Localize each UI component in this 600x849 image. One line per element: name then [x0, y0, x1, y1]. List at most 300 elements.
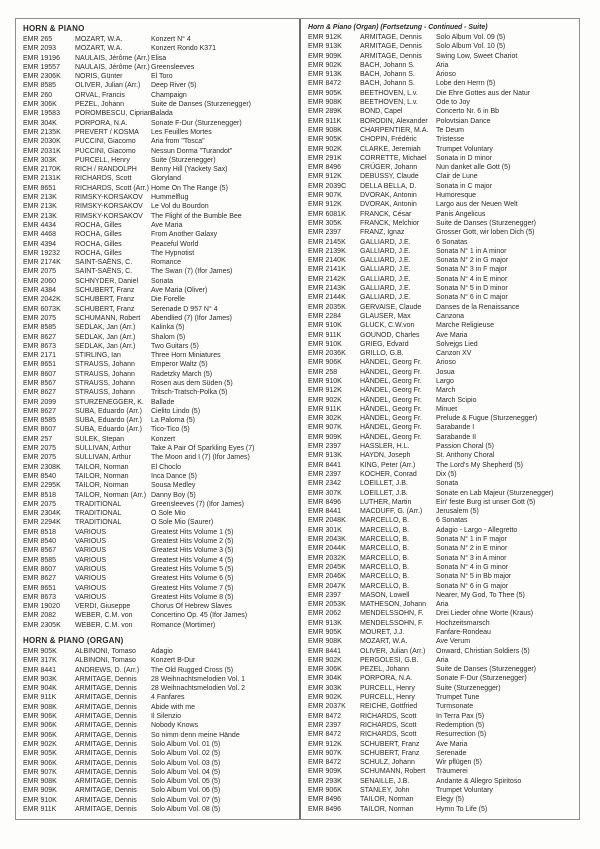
ref-cell: EMR 260 — [23, 91, 53, 99]
title-cell: Suite (Sturzenegger) — [436, 684, 501, 692]
ref-cell: EMR 2171 — [23, 352, 57, 360]
ref-cell: EMR 8540 — [23, 538, 57, 546]
composer-cell: GALLIARD, J.E. — [360, 285, 411, 293]
composer-cell: ROCHA, Gilles — [75, 249, 122, 257]
ref-cell: EMR 293K — [308, 777, 342, 785]
composer-cell: GALLIARD, J.E. — [360, 266, 411, 274]
composer-cell: KOCHER, Conrad — [360, 470, 417, 478]
composer-cell: GALLIARD, J.E. — [360, 238, 411, 246]
title-cell: Sonata N° 5 in D minor — [436, 285, 508, 293]
catalog-row — [23, 333, 297, 342]
ref-cell: EMR 913K — [308, 452, 342, 460]
title-cell: Lobe den Herrn (5) — [436, 80, 496, 88]
title-cell: Abendlied (7) (Ifor James) — [151, 314, 232, 322]
composer-cell: PUCCINI, Giacomo — [75, 138, 136, 146]
title-cell: Polovtsian Dance — [436, 117, 491, 125]
composer-cell: GLUCK, C.W.von — [360, 322, 415, 330]
title-cell: Nessun Dorma "Turandot" — [151, 147, 233, 155]
composer-cell: VARIOUS — [75, 556, 106, 564]
composer-cell: TAILOR, Norman — [360, 805, 414, 813]
catalog-row — [23, 137, 297, 146]
catalog-row — [308, 740, 577, 749]
ref-cell: EMR 8585 — [23, 556, 57, 564]
ref-cell: EMR 2304K — [23, 510, 61, 518]
catalog-row — [308, 210, 577, 219]
catalog-row — [308, 600, 577, 609]
ref-cell: EMR 906K — [23, 713, 57, 721]
ref-cell: EMR 8627 — [23, 333, 57, 341]
title-cell: Ein' feste Burg ist unser Gott (5) — [436, 498, 536, 506]
ref-cell: EMR 907K — [308, 192, 342, 200]
ref-cell: EMR 2030K — [23, 138, 61, 146]
catalog-row — [308, 656, 577, 665]
ref-cell: EMR 213K — [23, 203, 57, 211]
composer-cell: RICHARDS, Scott — [75, 175, 132, 183]
composer-cell: WEBER, C.M. von — [75, 612, 133, 620]
composer-cell: TRADITIONAL — [75, 500, 122, 508]
composer-cell: BOND, Capel — [360, 108, 403, 116]
catalog-row — [23, 398, 297, 407]
catalog-row — [23, 416, 297, 425]
ref-cell: EMR 8441 — [308, 647, 342, 655]
composer-cell: CHOPIN, Frédéric — [360, 136, 417, 144]
title-cell: El Toro — [151, 73, 173, 81]
catalog-row — [308, 98, 577, 107]
composer-cell: RICHARDS, Scott — [360, 731, 417, 739]
catalog-row — [308, 730, 577, 739]
catalog-row — [23, 323, 297, 332]
composer-cell: MARCELLO, B. — [360, 582, 410, 590]
ref-cell: EMR 2397 — [308, 721, 342, 729]
title-cell: Wir pflügen (5) — [436, 759, 482, 767]
title-cell: The Lord's My Shepherd (5) — [436, 461, 523, 469]
catalog-row — [308, 516, 577, 525]
section-heading: HORN & PIANO — [23, 24, 85, 33]
catalog-row — [23, 805, 297, 814]
catalog-row — [23, 193, 297, 202]
catalog-row — [308, 284, 577, 293]
title-cell: Hummelflug — [151, 194, 189, 202]
title-cell: Les Feuilles Mortes — [151, 128, 212, 136]
ref-cell: EMR 906K — [23, 722, 57, 730]
ref-cell: EMR 908K — [23, 778, 57, 786]
catalog-row — [23, 509, 297, 518]
ref-cell: EMR 2082 — [23, 612, 57, 620]
title-cell: Ave Maria — [436, 331, 468, 339]
composer-cell: ARMITAGE, Dennis — [75, 750, 137, 758]
composer-cell: BACH, Johann S. — [360, 80, 415, 88]
ref-cell: EMR 2044K — [308, 545, 346, 553]
ref-cell: EMR 907K — [23, 768, 57, 776]
ref-cell: EMR 902K — [308, 61, 342, 69]
composer-cell: ORVAL, Francis — [75, 91, 125, 99]
catalog-row — [308, 563, 577, 572]
ref-cell: EMR 905K — [308, 136, 342, 144]
title-cell: Greatest Hits Volume 1 (5) — [151, 528, 234, 536]
title-cell: Dix (5) — [436, 470, 457, 478]
title-cell: Fanfare-Rondeau — [436, 629, 491, 636]
ref-cell: EMR 301K — [308, 526, 342, 534]
title-cell: El Choclo — [151, 463, 181, 471]
title-cell: Aria — [436, 656, 449, 664]
catalog-row — [23, 174, 297, 183]
catalog-row — [23, 481, 297, 490]
right-column — [299, 19, 579, 819]
composer-cell: HÄNDEL, Georg Fr. — [360, 387, 422, 395]
title-cell: Canzon XV — [436, 350, 472, 358]
catalog-row — [308, 582, 577, 591]
title-cell: Sonata — [436, 480, 459, 488]
catalog-row — [308, 256, 577, 265]
title-cell: Solo Album Vol. 09 (5) — [436, 34, 506, 41]
title-cell: Ode to Joy — [436, 99, 470, 107]
composer-cell: HÄNDEL, Georg Fr. — [360, 424, 422, 432]
composer-cell: ARMITAGE, Dennis — [75, 731, 137, 739]
ref-cell: EMR 908K — [308, 99, 342, 107]
ref-cell: EMR 910K — [308, 377, 342, 385]
catalog-row — [23, 147, 297, 156]
ref-cell: EMR 2046K — [308, 573, 346, 581]
composer-cell: SAINT-SAËNS, C. — [75, 259, 133, 267]
composer-cell: PORPORA, N.A. — [360, 675, 413, 683]
ref-cell: EMR 317K — [23, 657, 57, 665]
ref-cell: EMR 8585 — [23, 417, 57, 425]
title-cell: La Paloma (5) — [151, 417, 195, 425]
composer-cell: STIRLING, Ian — [75, 352, 121, 360]
title-cell: The Flight of the Bumble Bee — [151, 212, 242, 220]
catalog-row — [23, 165, 297, 174]
composer-cell: ARMITAGE, Dennis — [75, 768, 137, 776]
composer-cell: STURZENEGGER, K. — [75, 398, 144, 406]
ref-cell: EMR 8518 — [23, 491, 57, 499]
catalog-row — [23, 712, 297, 721]
title-cell: Grosser Gott, wir loben Dich (5) — [436, 229, 535, 237]
composer-cell: ARMITAGE, Dennis — [75, 740, 137, 748]
ref-cell: EMR 2035K — [308, 303, 346, 311]
ref-cell: EMR 909K — [308, 52, 342, 60]
title-cell: Champaign — [151, 91, 187, 99]
title-cell: Tico-Tico (5) — [151, 426, 190, 434]
composer-cell: PEZEL, Johann — [360, 666, 410, 674]
catalog-row — [308, 405, 577, 414]
catalog-row — [308, 470, 577, 479]
title-cell: Greatest Hits Volume 7 (5) — [151, 584, 234, 592]
catalog-row — [308, 628, 577, 637]
title-cell: Hymn To Life (5) — [436, 805, 488, 813]
catalog-row — [23, 258, 297, 267]
catalog-row — [308, 303, 577, 312]
composer-cell: BACH, Johann S. — [360, 61, 415, 69]
title-cell: Cielito Lindo (5) — [151, 407, 201, 415]
title-cell: Balada — [151, 110, 173, 118]
title-cell: Drei Lieder ohne Worte (Kraus) — [436, 610, 534, 618]
ref-cell: EMR 2060 — [23, 277, 57, 285]
composer-cell: SCHUBERT, Franz — [75, 296, 135, 304]
composer-cell: ROCHA, Gilles — [75, 240, 122, 248]
catalog-row — [308, 340, 577, 349]
title-cell: 28 Weihnachtsmelodien Vol. 2 — [151, 685, 246, 693]
composer-cell: VERDI, Giuseppe — [75, 603, 131, 611]
title-cell: Clair de Lune — [436, 173, 478, 181]
title-cell: Chorus Of Hebrew Slaves — [151, 603, 232, 611]
composer-cell: TRADITIONAL — [75, 519, 122, 527]
ref-cell: EMR 8496 — [308, 498, 342, 506]
ref-cell: EMR 8567 — [23, 379, 57, 387]
catalog-row — [23, 81, 297, 90]
catalog-row — [23, 202, 297, 211]
ref-cell: EMR 913K — [308, 43, 342, 51]
catalog-row — [23, 100, 297, 109]
title-cell: Aria — [436, 61, 449, 69]
composer-cell: ALBINONI, Tomaso — [75, 657, 136, 665]
ref-cell: EMR 909K — [308, 768, 342, 776]
catalog-row — [23, 602, 297, 611]
composer-cell: PUCCINI, Giacomo — [75, 147, 136, 155]
catalog-row — [23, 360, 297, 369]
title-cell: Solo Album Vol. 07 (5) — [151, 796, 221, 804]
catalog-row — [23, 796, 297, 805]
composer-cell: DELLA BELLA, D. — [360, 182, 417, 190]
title-cell: Sonata N° 3 in A minor — [436, 554, 507, 562]
title-cell: Josua — [436, 368, 455, 376]
title-cell: Onward, Christian Soldiers (5) — [436, 647, 530, 655]
catalog-row — [308, 321, 577, 330]
ref-cell: EMR 2075 — [23, 454, 57, 462]
title-cell: Deep River (5) — [151, 82, 197, 90]
title-cell: Greatest Hits Volume 3 (5) — [151, 547, 234, 555]
catalog-row — [308, 331, 577, 340]
title-cell: Solvejgs Lied — [436, 340, 478, 348]
section-heading: Horn & Piano (Organ) (Fortsetzung - Continued - Suite) — [308, 24, 488, 31]
ref-cell: EMR 291K — [308, 154, 342, 162]
section-heading: HORN & PIANO (ORGAN) — [23, 636, 124, 645]
composer-cell: REICHE, Gottfried — [360, 703, 418, 711]
title-cell: Ave Maria (Oliver) — [151, 287, 208, 295]
ref-cell: EMR 909K — [308, 433, 342, 441]
catalog-row — [23, 759, 297, 768]
title-cell: Sonate F-Dur (Sturzenegger) — [436, 675, 527, 683]
catalog-row — [308, 312, 577, 321]
composer-cell: LUTHER, Martin — [360, 498, 412, 506]
title-cell: Trumpet Voluntary — [436, 787, 493, 795]
title-cell: Solo Album Vol. 10 (5) — [436, 43, 506, 51]
composer-cell: SCHUMANN, Robert — [360, 768, 426, 776]
composer-cell: HÄNDEL, Georg Fr. — [360, 433, 422, 441]
composer-cell: SULLIVAN, Arthur — [75, 454, 131, 462]
catalog-row — [308, 693, 577, 702]
catalog-row — [308, 61, 577, 70]
composer-cell: STRAUSS, Johann — [75, 370, 135, 378]
composer-cell: HÄNDEL, Georg Fr. — [360, 359, 422, 367]
composer-cell: ARMITAGE, Dennis — [75, 703, 137, 711]
title-cell: Two Guitars (5) — [151, 342, 199, 350]
ref-cell: EMR 2140K — [308, 257, 346, 265]
title-cell: Arioso — [436, 359, 456, 367]
ref-cell: EMR 4468 — [23, 231, 57, 239]
composer-cell: RICHARDS, Scott — [360, 712, 417, 720]
ref-cell: EMR 2139K — [308, 247, 346, 255]
ref-cell: EMR 2397 — [308, 591, 342, 599]
ref-cell: EMR 912K — [308, 201, 342, 209]
catalog-row — [23, 425, 297, 434]
ref-cell: EMR 2075 — [23, 500, 57, 508]
catalog-row — [308, 89, 577, 98]
catalog-row — [23, 407, 297, 416]
composer-cell: SCHUBERT, Franz — [360, 749, 420, 757]
ref-cell: EMR 8651 — [23, 184, 57, 192]
title-cell: Jerusalem (5) — [436, 508, 479, 516]
title-cell: Elisa — [151, 54, 167, 62]
title-cell: Greatest Hits Volume 6 (5) — [151, 575, 234, 583]
ref-cell: EMR 6073K — [23, 305, 61, 313]
title-cell: Take A Pair Of Sparkling Eyes (7) — [151, 445, 255, 453]
composer-cell: ARMITAGE, Dennis — [75, 759, 137, 767]
ref-cell: EMR 2397 — [308, 229, 342, 237]
ref-cell: EMR 8673 — [23, 342, 57, 350]
ref-cell: EMR 19196 — [23, 54, 60, 62]
catalog-row — [23, 453, 297, 462]
composer-cell: ARMITAGE, Dennis — [75, 685, 137, 693]
ref-cell: EMR 8651 — [23, 361, 57, 369]
ref-cell: EMR 8472 — [308, 759, 342, 767]
catalog-row — [23, 44, 297, 53]
composer-cell: GALLIARD, J.E. — [360, 247, 411, 255]
ref-cell: EMR 8441 — [308, 461, 342, 469]
composer-cell: TAILOR, Norman — [75, 482, 129, 490]
composer-cell: BEETHOVEN, L.v. — [360, 99, 418, 107]
title-cell: Sarabande II — [436, 433, 477, 441]
composer-cell: OLIVER, Julian (Arr.) — [75, 82, 141, 90]
ref-cell: EMR 2142K — [308, 275, 346, 283]
ref-cell: EMR 911K — [23, 806, 57, 814]
catalog-row — [23, 388, 297, 397]
catalog-row — [23, 314, 297, 323]
ref-cell: EMR 4394 — [23, 240, 57, 248]
title-cell: Trumpet Tune — [436, 694, 480, 702]
ref-cell: EMR 2284 — [308, 312, 342, 320]
title-cell: Sonata N° 1 in F major — [436, 536, 507, 544]
catalog-row — [23, 528, 297, 537]
title-cell: Concertino Op. 45 (Ifor James) — [151, 612, 248, 620]
catalog-row — [308, 749, 577, 758]
composer-cell: LOEILLET, J.B. — [360, 480, 408, 488]
catalog-row — [23, 675, 297, 684]
composer-cell: GALLIARD, J.E. — [360, 275, 411, 283]
composer-cell: STRAUSS, Johann — [75, 379, 135, 387]
ref-cell: EMR 2039C — [308, 182, 347, 190]
composer-cell: SCHNYDER, Daniel — [75, 277, 139, 285]
ref-cell: EMR 2308K — [23, 463, 61, 471]
catalog-row — [23, 611, 297, 620]
ref-cell: EMR 905K — [308, 89, 342, 97]
composer-cell: PURCELL, Henry — [360, 684, 415, 692]
composer-cell: CORRETTE, Michael — [360, 154, 427, 162]
title-cell: Solo Album Vol. 01 (5) — [151, 740, 221, 748]
catalog-row — [308, 414, 577, 423]
composer-cell: VARIOUS — [75, 538, 106, 546]
catalog-row — [23, 684, 297, 693]
catalog-row — [23, 249, 297, 258]
ref-cell: EMR 2170K — [23, 166, 61, 174]
catalog-row — [23, 351, 297, 360]
composer-cell: RICHARDS, Scott (Arr.) — [75, 184, 149, 192]
ref-cell: EMR 8441 — [23, 666, 57, 674]
composer-cell: MACDUFF, G. (Arr.) — [360, 508, 423, 516]
composer-cell: MOURET, J.J. — [360, 629, 405, 636]
composer-cell: ARMITAGE, Dennis — [75, 694, 137, 702]
composer-cell: SUBA, Eduardo (Arr.) — [75, 417, 142, 425]
composer-cell: RICH / RANDOLPH — [75, 166, 137, 174]
ref-cell: EMR 8518 — [23, 528, 57, 536]
title-cell: Aria — [436, 601, 449, 609]
catalog-row — [308, 758, 577, 767]
catalog-row — [308, 489, 577, 498]
title-cell: Minuet — [436, 405, 458, 413]
composer-cell: CRÜGER, Johann — [360, 164, 418, 172]
title-cell: Home On The Range (5) — [151, 184, 228, 192]
composer-cell: ROCHA, Gilles — [75, 231, 122, 239]
catalog-row — [308, 498, 577, 507]
title-cell: Resurrection (5) — [436, 731, 487, 739]
ref-cell: EMR 8673 — [23, 593, 57, 601]
title-cell: From Another Galaxy — [151, 231, 218, 239]
composer-cell: VARIOUS — [75, 565, 106, 573]
catalog-row — [23, 184, 297, 193]
ref-cell: EMR 2031K — [23, 147, 61, 155]
catalog-row — [308, 70, 577, 79]
title-cell: Solo Album Vol. 08 (5) — [151, 806, 221, 814]
catalog-row — [23, 518, 297, 527]
composer-cell: TAILOR, Norman — [75, 463, 129, 471]
composer-cell: PERGOLESI, G.B. — [360, 656, 419, 664]
title-cell: Sonate F-Dur (Sturzenegger) — [151, 119, 242, 127]
ref-cell: EMR 305K — [308, 219, 342, 227]
ref-cell: EMR 2397 — [308, 470, 342, 478]
title-cell: Sonata N° 4 in E minor — [436, 275, 508, 283]
catalog-row — [23, 666, 297, 675]
catalog-row — [23, 109, 297, 118]
composer-cell: MOZART, W.A. — [75, 36, 123, 43]
composer-cell: NAULAIS, Jérôme (Arr.) — [75, 63, 150, 71]
catalog-row — [23, 156, 297, 165]
ref-cell: EMR 8567 — [23, 547, 57, 555]
title-cell: 4 Fanfares — [151, 694, 185, 702]
title-cell: In Terra Pax (5) — [436, 712, 485, 720]
catalog-row — [23, 472, 297, 481]
ref-cell: EMR 8607 — [23, 370, 57, 378]
catalog-row — [308, 665, 577, 674]
ref-cell: EMR 2062 — [308, 610, 342, 618]
composer-cell: MASON, Lowell — [360, 591, 410, 599]
composer-cell: PREVERT / KOSMA — [75, 128, 139, 136]
composer-cell: POROMBESCU, Ciprian — [75, 110, 152, 118]
composer-cell: KING, Peter (Arr.) — [360, 461, 416, 469]
catalog-row — [308, 572, 577, 581]
composer-cell: MARCELLO, B. — [360, 517, 410, 525]
title-cell: Solo Album Vol. 03 (5) — [151, 759, 221, 767]
composer-cell: ALBINONI, Tomaso — [75, 648, 136, 655]
ref-cell: EMR 2047K — [308, 582, 346, 590]
title-cell: Suite de Danses (Sturzenegger) — [436, 219, 536, 227]
title-cell: Sonata N° 6 in G major — [436, 582, 509, 590]
ref-cell: EMR 213K — [23, 194, 57, 202]
title-cell: Abide with me — [151, 703, 195, 711]
title-cell: Romance (Mortimer) — [151, 621, 216, 629]
title-cell: Sonata N° 4 in G minor — [436, 563, 509, 571]
composer-cell: ARMITAGE, Dennis — [75, 722, 137, 730]
title-cell: Concerto Nr. 6 in Bb — [436, 108, 500, 116]
title-cell: Sonata N° 6 in C major — [436, 294, 508, 302]
